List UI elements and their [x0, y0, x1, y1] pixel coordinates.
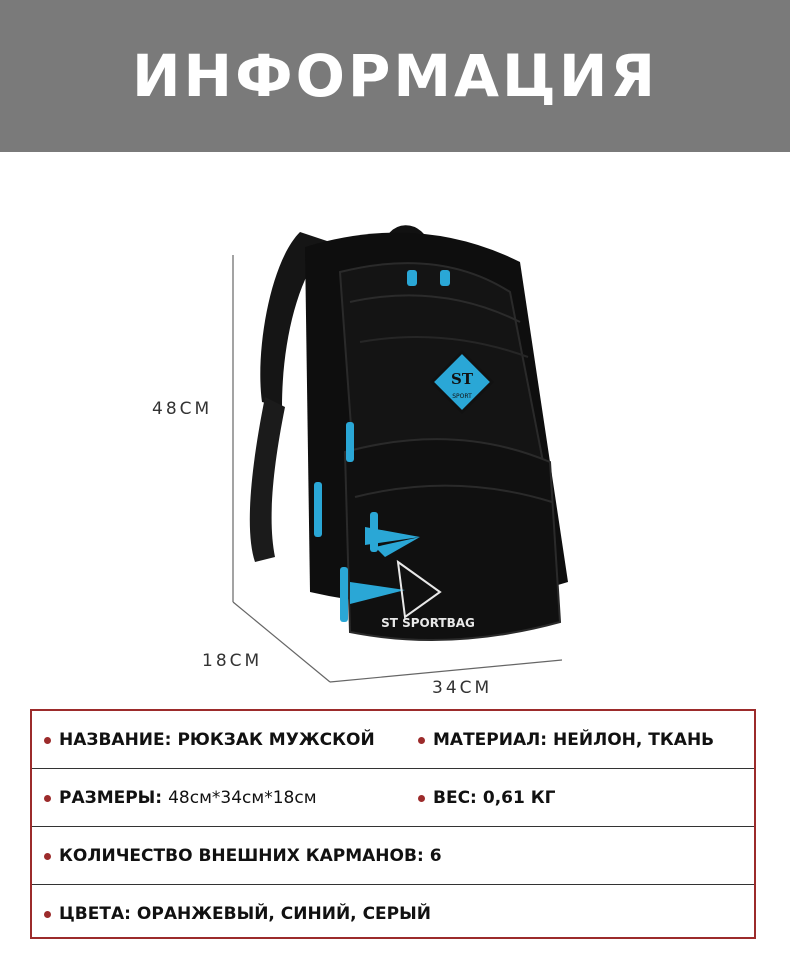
bullet-icon: [44, 853, 51, 860]
info-row-name-material: [32, 711, 754, 769]
bullet-icon: [418, 737, 425, 744]
info-material: МАТЕРИАЛ: НЕЙЛОН, ТКАНЬ: [418, 711, 714, 769]
backpack-illustration: [0, 152, 790, 707]
bullet-icon: [44, 911, 51, 918]
info-colors: ЦВЕТА: ОРАНЖЕВЫЙ, СИНИЙ, СЕРЫЙ: [44, 885, 431, 943]
badge-sub-text: SPORT: [452, 393, 472, 400]
info-row-colors: [32, 885, 754, 943]
info-size: РАЗМЕРЫ: 48см*34см*18см: [44, 769, 317, 827]
info-row-size-weight: [32, 769, 754, 827]
brand-text: ST SPORTBAG: [381, 616, 475, 630]
info-table: [30, 709, 756, 939]
badge-text: ST: [451, 370, 473, 388]
page-title: ИНФОРМАЦИЯ: [131, 42, 659, 110]
depth-label: 18CM: [202, 651, 263, 671]
header-banner: [0, 0, 790, 152]
bullet-icon: [418, 795, 425, 802]
bullet-icon: [44, 795, 51, 802]
info-row-pockets: [32, 827, 754, 885]
bullet-icon: [44, 737, 51, 744]
width-label: 34CM: [432, 678, 493, 698]
height-label: 48CM: [152, 399, 213, 419]
info-weight: ВЕС: 0,61 КГ: [418, 769, 555, 827]
info-pockets: КОЛИЧЕСТВО ВНЕШНИХ КАРМАНОВ: 6: [44, 827, 442, 885]
product-figure: [0, 152, 790, 707]
info-name: НАЗВАНИЕ: РЮКЗАК МУЖСКОЙ: [44, 711, 375, 769]
